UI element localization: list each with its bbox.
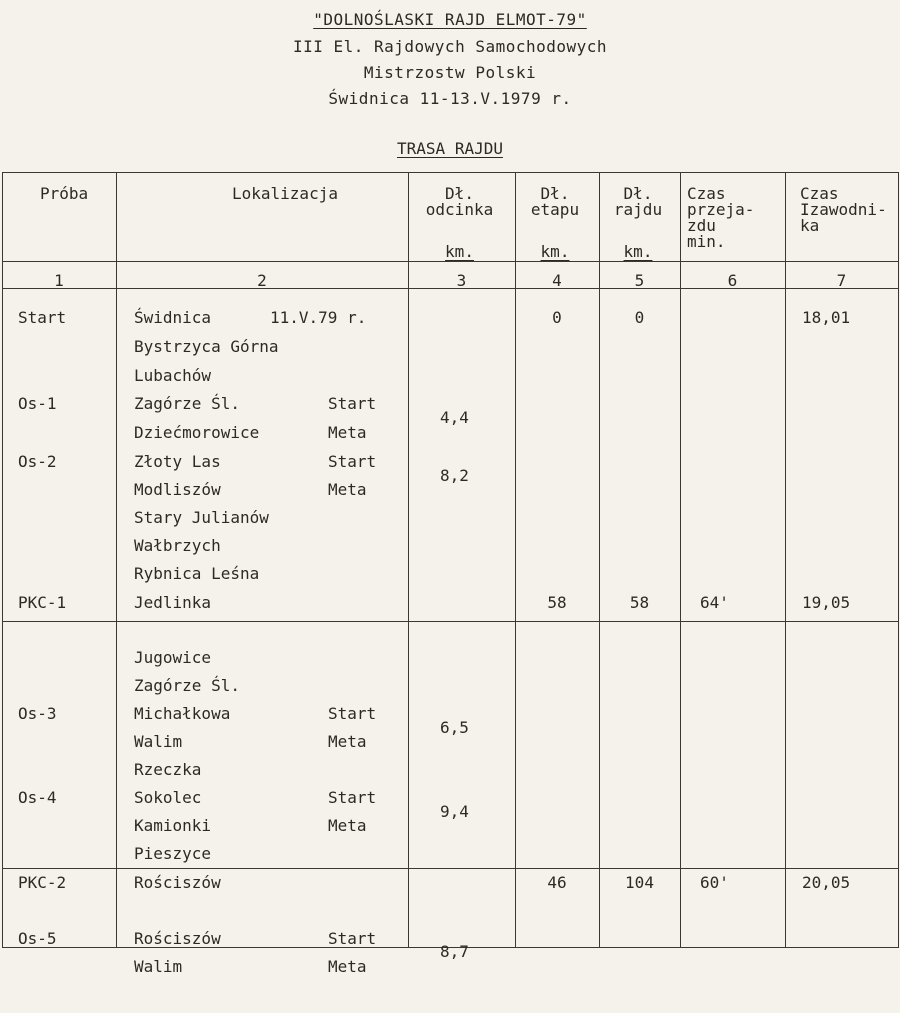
header-dl-odcinka: Dł. odcinka xyxy=(425,184,494,219)
proba-label: Os-3 xyxy=(18,704,57,723)
column-number-row xyxy=(3,262,899,289)
location: Pieszyce xyxy=(134,844,212,863)
header-czas-zawodnika: Czas Izawodni- ka xyxy=(800,184,887,235)
proba-label: Os-2 xyxy=(18,452,57,471)
etap-length: 0 xyxy=(552,308,562,327)
competitor-time: 20,05 xyxy=(802,873,851,892)
route-table xyxy=(2,172,899,948)
location: Michałkowa xyxy=(134,704,231,723)
stage-marker: Start xyxy=(328,394,377,413)
header-proba: Próba xyxy=(40,184,89,203)
header-dl-etapu: Dł. etapu xyxy=(530,184,580,219)
transit-time: 64' xyxy=(700,593,729,612)
etap-length: 58 xyxy=(547,593,567,612)
location: Złoty Las xyxy=(134,452,221,471)
subtitle-line-1: III El. Rajdowych Samochodowych xyxy=(292,37,608,56)
odcinek-length: 4,4 xyxy=(440,408,469,427)
stage-marker: Start xyxy=(328,704,377,723)
location: Modliszów xyxy=(134,480,221,499)
location: Stary Julianów xyxy=(134,508,269,527)
etap-length: 46 xyxy=(547,873,567,892)
odcinek-length: 8,7 xyxy=(440,942,469,961)
column-number: 5 xyxy=(634,271,645,290)
header-lokalizacja: Lokalizacja xyxy=(232,184,338,203)
location: Kamionki xyxy=(134,816,212,835)
stage-marker: Start xyxy=(328,452,377,471)
location: Jedlinka xyxy=(134,593,212,612)
route-title: TRASA RAJDU xyxy=(397,139,503,158)
location: Rzeczka xyxy=(134,760,202,779)
location: Rościszów xyxy=(134,929,221,948)
rajd-length: 104 xyxy=(625,873,654,892)
odcinek-length: 8,2 xyxy=(440,466,469,485)
stage-marker: Start xyxy=(328,788,377,807)
location: Walim xyxy=(134,732,183,751)
table-row xyxy=(3,289,899,622)
stage-marker: Meta xyxy=(328,423,367,442)
location: Zagórze Śl. xyxy=(134,676,240,695)
location: Rybnica Leśna xyxy=(134,564,260,583)
rajd-length: 0 xyxy=(634,308,645,327)
column-number: 3 xyxy=(456,271,467,290)
proba-label: Os-4 xyxy=(18,788,57,807)
stage-marker: Meta xyxy=(328,732,367,751)
stage-marker: Start xyxy=(328,929,377,948)
location: Świdnica xyxy=(134,308,212,327)
stage-marker: Meta xyxy=(328,480,367,499)
proba-label: Start xyxy=(18,308,67,327)
transit-time: 60' xyxy=(700,873,729,892)
column-number: 7 xyxy=(836,271,847,290)
header-km-3: km. xyxy=(445,242,474,261)
stage-marker: Meta xyxy=(328,957,367,976)
location: Lubachów xyxy=(134,366,212,385)
competitor-time: 19,05 xyxy=(802,593,851,612)
table-row xyxy=(3,869,899,948)
column-number: 1 xyxy=(54,271,64,290)
rajd-length: 58 xyxy=(629,593,650,612)
table-row xyxy=(3,622,899,869)
location: Zagórze Śl. xyxy=(134,394,240,413)
proba-label: Os-1 xyxy=(18,394,57,413)
location: Walim xyxy=(134,957,183,976)
document-title: "DOLNOŚLASKI RAJD ELMOT-79" xyxy=(313,10,587,29)
location: Jugowice xyxy=(134,648,212,667)
proba-label: PKC-1 xyxy=(18,593,67,612)
column-number: 2 xyxy=(257,271,267,290)
column-number: 6 xyxy=(727,271,738,290)
header-km-5: km. xyxy=(623,242,653,261)
proba-label: Os-5 xyxy=(18,929,57,948)
header-km-4: km. xyxy=(540,242,570,261)
location: Sokolec xyxy=(134,788,202,807)
header-dl-rajdu: Dł. rajdu xyxy=(613,184,663,219)
column-number: 4 xyxy=(552,271,562,290)
location: Rościszów xyxy=(134,873,221,892)
location: Wałbrzych xyxy=(134,536,221,555)
table-header-row xyxy=(3,173,899,262)
header-czas-przejazdu: Czas przeja- zdu min. xyxy=(687,184,755,251)
subtitle-line-2: Mistrzostw Polski xyxy=(363,63,537,82)
competitor-time: 18,01 xyxy=(802,308,851,327)
location: Dziećmorowice xyxy=(134,423,260,442)
proba-label: PKC-2 xyxy=(18,873,67,892)
odcinek-length: 6,5 xyxy=(440,718,469,737)
location: Bystrzyca Górna xyxy=(134,337,279,356)
stage-marker: Meta xyxy=(328,816,367,835)
subtitle-date: Świdnica 11-13.V.1979 r. xyxy=(328,89,572,108)
start-date: 11.V.79 r. xyxy=(270,308,367,327)
odcinek-length: 9,4 xyxy=(440,802,469,821)
